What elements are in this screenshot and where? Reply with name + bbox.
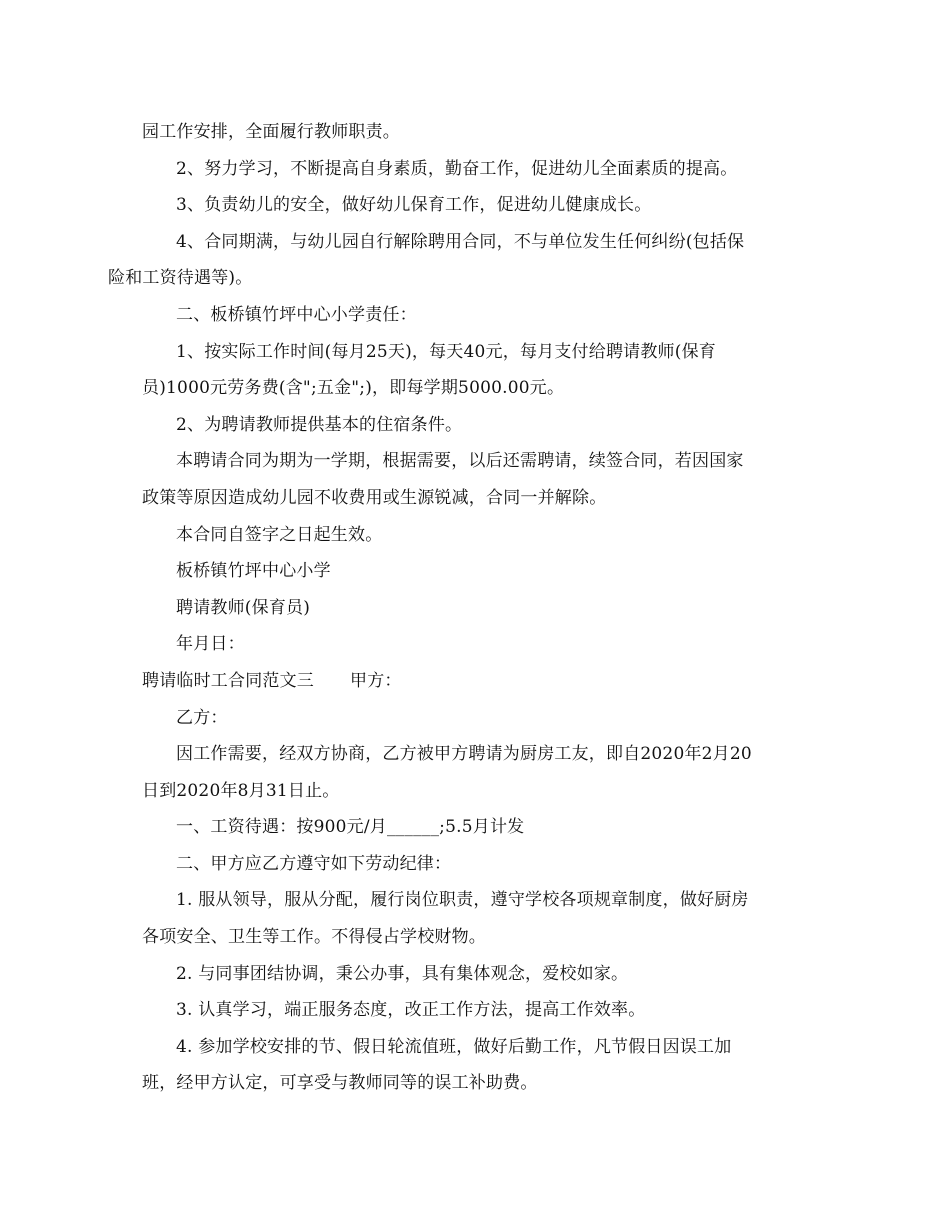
document-body — [108, 114, 810, 1102]
paragraph-text: 2. 与同事团结协调，秉公办事，具有集体观念，爱校如家。 — [176, 963, 629, 984]
paragraph-line: 4. 参加学校安排的节、假日轮流值班，做好后勤工作，凡节假日因误工加 — [176, 1036, 732, 1057]
paragraph — [142, 992, 810, 1029]
paragraph-line: 本聘请合同为期为一学期，根据需要，以后还需聘请，续签合同，若因国家 — [176, 451, 744, 472]
paragraph — [142, 334, 810, 407]
paragraph-line: 1. 服从领导，服从分配，履行岗位职责，遵守学校各项规章制度，做好厨房 — [176, 890, 749, 911]
party-b-label — [142, 700, 810, 737]
contract-title-line — [142, 663, 810, 700]
paragraph — [142, 407, 810, 444]
paragraph-line: 班，经甲方认定，可享受与教师同等的误工补助费。 — [142, 1073, 538, 1094]
paragraph-line: 险和工资待遇等)。 — [108, 268, 253, 289]
paragraph — [142, 517, 810, 554]
paragraph-text: 3. 认真学习，端正服务态度，改正工作方法，提高工作效率。 — [176, 1000, 646, 1021]
paragraph — [142, 187, 810, 224]
paragraph-line: 员)1000元劳务费(含";五金";)，即每学期5000.00元。 — [142, 378, 565, 399]
paragraph-line: 政策等原因造成幼儿园不收费用或生源锐减，合同一并解除。 — [142, 487, 607, 508]
paragraph-text: 聘请教师(保育员) — [176, 597, 311, 618]
signature-party — [142, 553, 810, 590]
paragraph — [142, 443, 810, 516]
paragraph-text: 2、努力学习，不断提高自身素质，勤奋工作，促进幼儿全面素质的提高。 — [176, 158, 738, 179]
paragraph — [142, 809, 810, 846]
paragraph — [142, 151, 810, 188]
paragraph-text: 乙方： — [176, 707, 228, 728]
paragraph-text: 2、为聘请教师提供基本的住宿条件。 — [176, 414, 463, 435]
contract-title: 聘请临时工合同范文三 — [142, 670, 314, 691]
paragraph-line: 4、合同期满，与幼儿园自行解除聘用合同，不与单位发生任何纠纷(包括保 — [176, 231, 745, 252]
paragraph-text: 本合同自签字之日起生效。 — [176, 524, 383, 545]
paragraph-text: 园工作安排，全面履行教师职责。 — [142, 122, 400, 142]
paragraph-line: 各项安全、卫生等工作。不得侵占学校财物。 — [142, 927, 486, 948]
party-a-label: 甲方： — [350, 670, 402, 691]
paragraph-line: 1、按实际工作时间(每月25天)，每天40元，每月支付给聘请教师(保育 — [176, 341, 716, 362]
paragraph — [142, 956, 810, 993]
paragraph — [142, 882, 810, 955]
section-heading — [142, 297, 810, 334]
paragraph-text: 二、甲方应乙方遵守如下劳动纪律： — [176, 853, 452, 874]
paragraph-text: 3、负责幼儿的安全，做好幼儿保育工作，促进幼儿健康成长。 — [176, 195, 652, 216]
section-heading — [142, 846, 810, 883]
paragraph-text: 二、板桥镇竹坪中心小学责任： — [176, 304, 417, 325]
paragraph-line: 日到2020年8月31日止。 — [142, 780, 340, 801]
signature-party — [142, 590, 810, 627]
paragraph-text: 年月日： — [176, 634, 245, 655]
paragraph — [108, 224, 810, 297]
paragraph — [142, 1029, 810, 1102]
paragraph-text: 板桥镇竹坪中心小学 — [176, 561, 331, 582]
paragraph-line: 因工作需要，经双方协商，乙方被甲方聘请为厨房工友，即自2020年2月20 — [176, 744, 752, 765]
signature-date — [142, 626, 810, 663]
paragraph-text: 一、工资待遇：按900元/月______;5.5月计发 — [176, 817, 525, 838]
paragraph — [142, 736, 810, 809]
paragraph — [142, 114, 810, 151]
